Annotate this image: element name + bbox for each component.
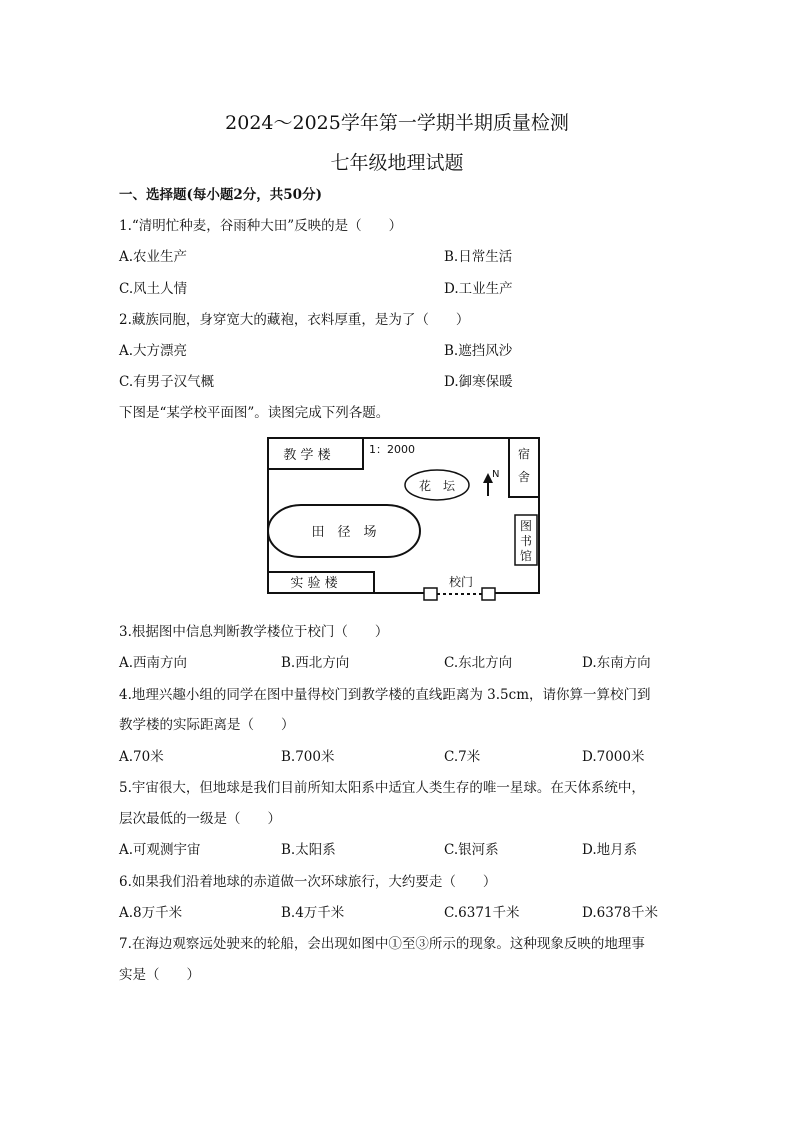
question-5-stem-line2: 层次最低的一级是（ ） [119,811,281,827]
q1-option-d[interactable]: D.工业生产 [444,281,513,297]
q2-option-c[interactable]: C.有男子汉气概 [119,374,215,390]
q3-option-d[interactable]: D.东南方向 [582,655,651,671]
q2-option-a[interactable]: A.大方漂亮 [119,343,188,359]
track-field-label: 田 径 场 [311,525,377,540]
question-2-stem: 2.藏族同胞，身穿宽大的藏袍，衣料厚重，是为了（ ） [119,312,470,328]
q3-option-c[interactable]: C.东北方向 [444,655,513,671]
section-heading: 一、选择题(每小题2分，共50分) [119,187,322,203]
q1-option-a[interactable]: A.农业生产 [119,249,188,265]
north-arrow-icon [483,469,499,496]
q4-option-b[interactable]: B.700米 [281,749,335,765]
exam-title: 2024～2025学年第一学期半期质量检测 [225,112,569,134]
q5-option-b[interactable]: B.太阳系 [281,842,336,858]
question-5-stem-line1: 5.宇宙很大，但地球是我们目前所知太阳系中适宜人类生存的唯一星球。在天体系统中， [119,780,645,796]
school-plan-map [267,437,541,603]
question-7-stem-line2: 实是（ ） [119,967,200,983]
library-label-3: 馆 [519,549,533,563]
q3-option-a[interactable]: A.西南方向 [119,655,188,671]
question-4-stem-line1: 4.地理兴趣小组的同学在图中量得校门到教学楼的直线距离为 3.5cm，请你算一算校门到 [119,687,651,703]
q2-option-b[interactable]: B.遮挡风沙 [444,343,513,359]
q5-option-c[interactable]: C.银河系 [444,842,499,858]
exam-subtitle: 七年级地理试题 [330,152,464,174]
q6-option-a[interactable]: A.8万千米 [119,905,183,921]
dormitory-label-2: 舍 [517,470,531,484]
question-7-stem-line1: 7.在海边观察远处驶来的轮船，会出现如图中①至③所示的现象。这种现象反映的地理事 [119,936,645,952]
q6-option-c[interactable]: C.6371千米 [444,905,520,921]
q6-option-b[interactable]: B.4万千米 [281,905,345,921]
question-1-stem: 1.“清明忙种麦，谷雨种大田”反映的是（ ） [119,218,403,234]
q4-option-a[interactable]: A.70米 [119,749,164,765]
question-4-stem-line2: 教学楼的实际距离是（ ） [119,717,295,733]
map-intro: 下图是“某学校平面图”。读图完成下列各题。 [119,405,390,421]
q2-option-d[interactable]: D.御寒保暖 [444,374,513,390]
library-label-1: 图 [519,519,533,533]
gate-pillar-right [482,588,495,600]
gate-label: 校门 [448,575,474,589]
question-3-stem: 3.根据图中信息判断教学楼位于校门（ ） [119,624,389,640]
q4-option-d[interactable]: D.7000米 [582,749,645,765]
q4-option-c[interactable]: C.7米 [444,749,481,765]
teaching-building-label: 教 学 楼 [283,448,331,463]
q3-option-b[interactable]: B.西北方向 [281,655,350,671]
q6-option-d[interactable]: D.6378千米 [582,905,658,921]
svg-text:N: N [492,469,500,480]
flower-bed-label: 花 坛 [418,479,456,493]
question-6-stem: 6.如果我们沿着地球的赤道做一次环球旅行，大约要走（ ） [119,874,497,890]
dormitory-label-1: 宿 [517,447,531,461]
library-label-2: 书 [519,534,533,548]
q5-option-a[interactable]: A.可观测宇宙 [119,842,201,858]
q1-option-b[interactable]: B.日常生活 [444,249,513,265]
q5-option-d[interactable]: D.地月系 [582,842,638,858]
gate-pillar-left [424,588,437,600]
map-scale: 1：2000 [369,443,415,456]
lab-building-label: 实 验 楼 [290,576,338,591]
q1-option-c[interactable]: C.风土人情 [119,281,188,297]
